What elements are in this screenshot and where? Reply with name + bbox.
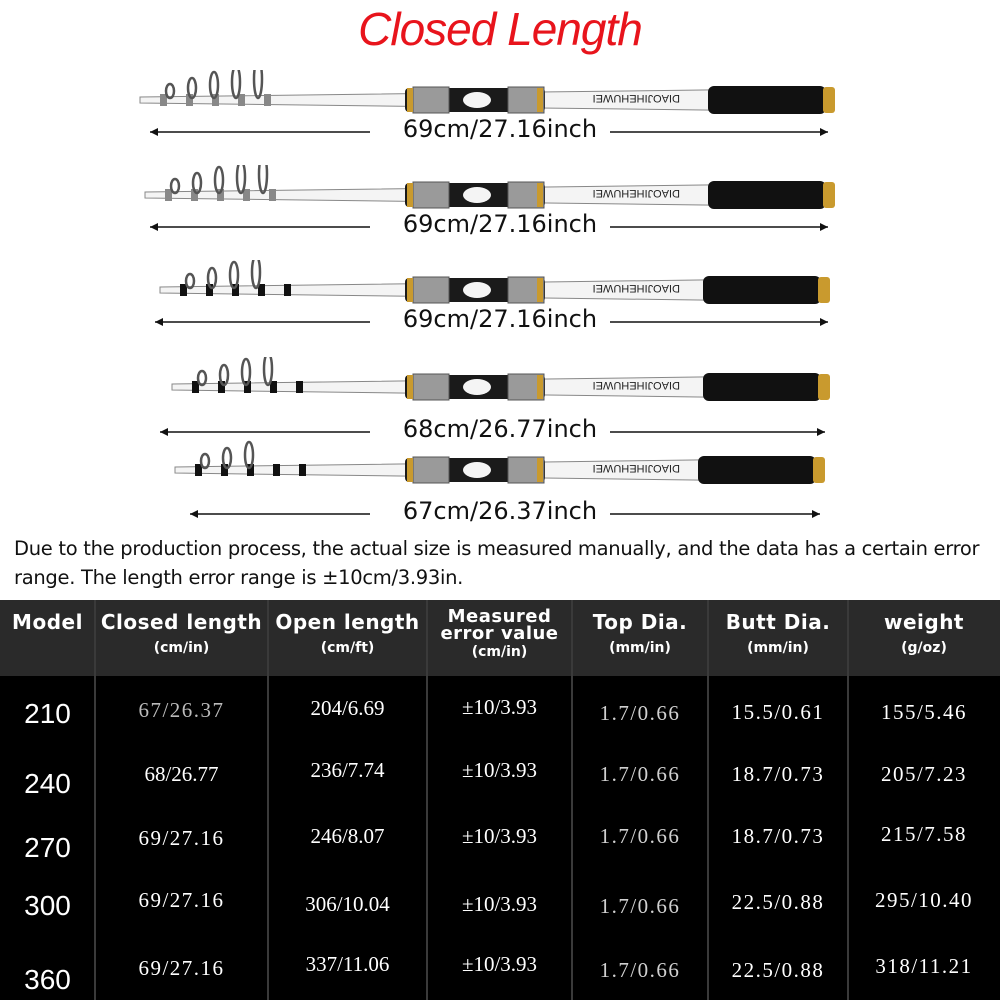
header-label: Measured error value: [440, 606, 559, 644]
table-header-cell: [572, 600, 708, 676]
header-unit: (cm/in): [471, 644, 528, 660]
table-cell: 1.7/0.66: [599, 824, 681, 848]
table-column-divider: [847, 600, 849, 1000]
table-header-cell: [95, 600, 268, 676]
rod-brand-text: DIAOJIHEHUWEI: [592, 92, 680, 104]
header-unit: (cm/in): [153, 640, 210, 656]
table-cell: 18.7/0.73: [731, 762, 825, 786]
rod-brand-text: DIAOJIHEHUWEI: [592, 462, 680, 474]
model-cell: 210: [24, 698, 71, 729]
rod-illustrations: [0, 60, 1000, 530]
table-cell: 22.5/0.88: [731, 958, 825, 982]
measurement-label: 69cm/27.16inch: [402, 115, 598, 143]
header-unit: (g/oz): [901, 640, 947, 656]
header-unit: (mm/in): [609, 640, 671, 656]
table-cell: 1.7/0.66: [599, 894, 681, 918]
page-title: Closed Length: [358, 3, 642, 55]
header-label: Butt Dia.: [725, 610, 831, 634]
rod-measurement: [0, 497, 1000, 527]
table-cell: 318/11.21: [875, 954, 973, 978]
rod-row: [0, 357, 1000, 417]
measurement-label: 67cm/26.37inch: [402, 497, 598, 525]
table-cell: 236/7.74: [310, 758, 385, 782]
rod-brand-text: DIAOJIHEHUWEI: [592, 187, 680, 199]
disclaimer-note: [14, 534, 994, 592]
table-column-divider: [267, 600, 269, 1000]
table-cell: 1.7/0.66: [599, 958, 681, 982]
rod-measurement: [0, 210, 1000, 240]
rod-measurement: [0, 305, 1000, 335]
table-cell: 18.7/0.73: [731, 824, 825, 848]
table-header-cell: [848, 600, 1000, 676]
table-column-divider: [707, 600, 709, 1000]
table-header-cell: [427, 600, 572, 676]
table-cell: 69/27.16: [138, 826, 225, 850]
table-header-cell: [268, 600, 427, 676]
header-unit: (cm/ft): [320, 640, 375, 656]
table-cell: 337/11.06: [305, 952, 390, 976]
table-cell: ±10/3.93: [461, 952, 538, 976]
note-line-1: Due to the production process, the actual size is measured manually, and the data has a certain error: [14, 537, 980, 560]
table-cell: 246/8.07: [310, 824, 385, 848]
header-label: Closed length: [100, 610, 263, 634]
table-header-cell: [0, 600, 95, 676]
header-unit: (mm/in): [747, 640, 809, 656]
model-cell: 360: [24, 964, 71, 995]
header-label: Open length: [275, 610, 420, 634]
model-cell: 240: [24, 768, 71, 799]
table-cell: ±10/3.93: [461, 758, 538, 782]
fishing-rod-image: [0, 440, 1000, 500]
table-cell: 155/5.46: [880, 700, 968, 724]
note-line-2: range. The length error range is ±10cm/3.93in.: [14, 566, 464, 589]
header-label: Top Dia.: [592, 610, 688, 634]
table-cell: 15.5/0.61: [731, 700, 825, 724]
table-cell: 306/10.04: [305, 892, 390, 916]
table-cell: 68/26.77: [144, 762, 219, 786]
table-cell: 69/27.16: [138, 888, 225, 912]
table-cell: 67/26.37: [138, 698, 225, 722]
header-label: Model: [12, 610, 83, 634]
table-header-cell: [708, 600, 848, 676]
rod-measurement: [0, 115, 1000, 145]
table-cell: 22.5/0.88: [731, 890, 825, 914]
table-cell: 1.7/0.66: [599, 762, 681, 786]
table-cell: 204/6.69: [310, 696, 385, 720]
header-label: weight: [883, 610, 964, 634]
table-cell: 69/27.16: [138, 956, 225, 980]
table-column-divider: [426, 600, 428, 1000]
rod-row: [0, 440, 1000, 500]
model-cell: 270: [24, 832, 71, 863]
table-cell: ±10/3.93: [461, 695, 538, 719]
table-column-divider: [94, 600, 96, 1000]
table-cell: ±10/3.93: [461, 892, 538, 916]
model-cell: 300: [24, 890, 71, 921]
measurement-label: 68cm/26.77inch: [402, 415, 598, 443]
table-cell: 1.7/0.66: [599, 701, 681, 725]
measurement-label: 69cm/27.16inch: [402, 210, 598, 238]
rod-brand-text: DIAOJIHEHUWEI: [592, 379, 680, 391]
table-column-divider: [571, 600, 573, 1000]
table-cell: 295/10.40: [874, 888, 974, 912]
fishing-rod-image: [0, 357, 1000, 417]
table-cell: 215/7.58: [880, 822, 968, 846]
measurement-label: 69cm/27.16inch: [402, 305, 598, 333]
rod-brand-text: DIAOJIHEHUWEI: [592, 282, 680, 294]
table-cell: 205/7.23: [880, 762, 968, 786]
table-cell: ±10/3.93: [461, 824, 538, 848]
